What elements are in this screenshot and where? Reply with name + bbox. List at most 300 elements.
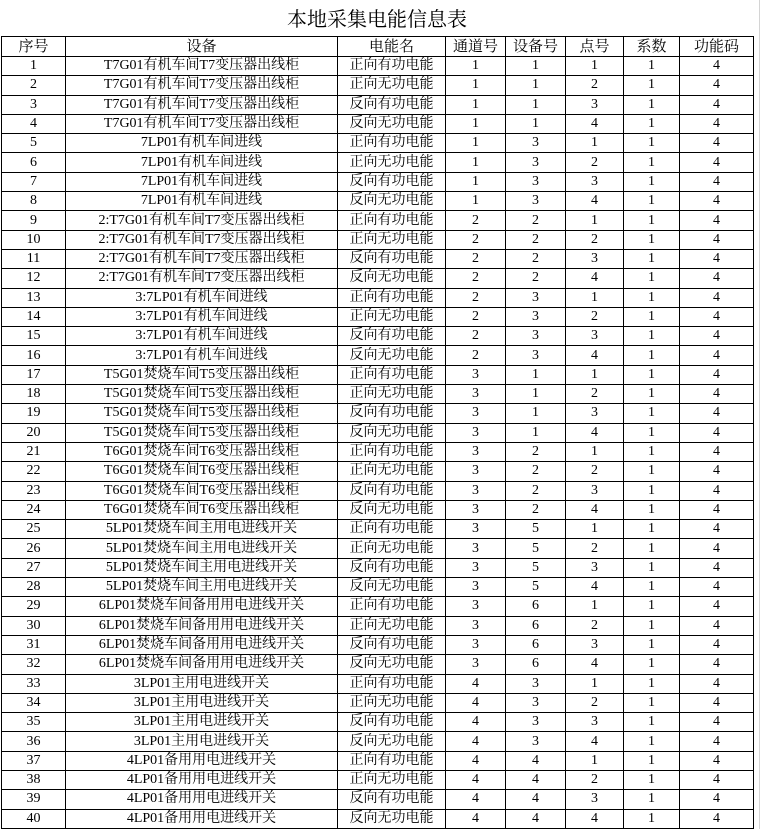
cell-coefficient: 1 bbox=[624, 153, 680, 172]
cell-device: 6LP01焚烧车间备用用电进线开关 bbox=[66, 655, 338, 674]
table-row bbox=[2, 114, 754, 133]
table-row bbox=[2, 134, 754, 153]
cell-point-no: 3 bbox=[566, 404, 624, 423]
cell-device-no: 3 bbox=[506, 346, 566, 365]
cell-channel-no: 1 bbox=[446, 192, 506, 211]
cell-energy-name: 反向有功电能 bbox=[338, 95, 446, 114]
cell-point-no: 1 bbox=[566, 751, 624, 770]
cell-device-no: 1 bbox=[506, 423, 566, 442]
cell-channel-no: 2 bbox=[446, 269, 506, 288]
cell-device-no: 3 bbox=[506, 153, 566, 172]
table-row bbox=[2, 95, 754, 114]
cell-function-code: 4 bbox=[680, 365, 754, 384]
cell-function-code: 4 bbox=[680, 404, 754, 423]
cell-function-code: 4 bbox=[680, 230, 754, 249]
table-row bbox=[2, 520, 754, 539]
cell-function-code: 4 bbox=[680, 114, 754, 133]
cell-device-no: 2 bbox=[506, 442, 566, 461]
cell-coefficient: 1 bbox=[624, 442, 680, 461]
cell-device: 2:T7G01有机车间T7变压器出线柜 bbox=[66, 230, 338, 249]
cell-index: 10 bbox=[2, 230, 66, 249]
cell-coefficient: 1 bbox=[624, 655, 680, 674]
cell-index: 4 bbox=[2, 114, 66, 133]
cell-point-no: 2 bbox=[566, 693, 624, 712]
table-row bbox=[2, 442, 754, 461]
cell-channel-no: 3 bbox=[446, 558, 506, 577]
cell-device: 6LP01焚烧车间备用用电进线开关 bbox=[66, 597, 338, 616]
cell-channel-no: 3 bbox=[446, 365, 506, 384]
cell-device-no: 5 bbox=[506, 578, 566, 597]
cell-energy-name: 正向有功电能 bbox=[338, 674, 446, 693]
cell-channel-no: 4 bbox=[446, 732, 506, 751]
cell-device-no: 1 bbox=[506, 404, 566, 423]
cell-function-code: 4 bbox=[680, 95, 754, 114]
cell-energy-name: 反向有功电能 bbox=[338, 635, 446, 654]
cell-index: 20 bbox=[2, 423, 66, 442]
cell-device-no: 3 bbox=[506, 713, 566, 732]
cell-coefficient: 1 bbox=[624, 346, 680, 365]
cell-channel-no: 3 bbox=[446, 539, 506, 558]
cell-function-code: 4 bbox=[680, 211, 754, 230]
cell-coefficient: 1 bbox=[624, 134, 680, 153]
cell-point-no: 1 bbox=[566, 674, 624, 693]
cell-function-code: 4 bbox=[680, 751, 754, 770]
header-point-no: 点号 bbox=[566, 37, 624, 57]
cell-point-no: 3 bbox=[566, 481, 624, 500]
cell-function-code: 4 bbox=[680, 462, 754, 481]
cell-coefficient: 1 bbox=[624, 539, 680, 558]
cell-device: 4LP01备用用电进线开关 bbox=[66, 770, 338, 789]
table-row bbox=[2, 288, 754, 307]
cell-device: 4LP01备用用电进线开关 bbox=[66, 751, 338, 770]
cell-energy-name: 反向有功电能 bbox=[338, 404, 446, 423]
cell-index: 27 bbox=[2, 558, 66, 577]
cell-point-no: 1 bbox=[566, 520, 624, 539]
cell-coefficient: 1 bbox=[624, 76, 680, 95]
cell-device-no: 5 bbox=[506, 558, 566, 577]
header-device: 设备 bbox=[66, 37, 338, 57]
cell-coefficient: 1 bbox=[624, 520, 680, 539]
cell-point-no: 3 bbox=[566, 172, 624, 191]
table-row bbox=[2, 481, 754, 500]
cell-point-no: 2 bbox=[566, 76, 624, 95]
cell-index: 35 bbox=[2, 713, 66, 732]
cell-function-code: 4 bbox=[680, 57, 754, 76]
cell-function-code: 4 bbox=[680, 500, 754, 519]
cell-device-no: 1 bbox=[506, 365, 566, 384]
cell-device-no: 3 bbox=[506, 134, 566, 153]
cell-index: 15 bbox=[2, 327, 66, 346]
cell-device: 3:7LP01有机车间进线 bbox=[66, 327, 338, 346]
table-row bbox=[2, 674, 754, 693]
cell-coefficient: 1 bbox=[624, 385, 680, 404]
table-row bbox=[2, 153, 754, 172]
cell-device: T6G01焚烧车间T6变压器出线柜 bbox=[66, 481, 338, 500]
cell-energy-name: 正向无功电能 bbox=[338, 616, 446, 635]
cell-device-no: 6 bbox=[506, 635, 566, 654]
cell-index: 8 bbox=[2, 192, 66, 211]
cell-index: 40 bbox=[2, 809, 66, 828]
cell-function-code: 4 bbox=[680, 713, 754, 732]
cell-point-no: 4 bbox=[566, 114, 624, 133]
cell-energy-name: 正向无功电能 bbox=[338, 462, 446, 481]
cell-device: 5LP01焚烧车间主用电进线开关 bbox=[66, 558, 338, 577]
cell-index: 33 bbox=[2, 674, 66, 693]
cell-energy-name: 反向有功电能 bbox=[338, 558, 446, 577]
cell-coefficient: 1 bbox=[624, 674, 680, 693]
cell-function-code: 4 bbox=[680, 307, 754, 326]
cell-energy-name: 反向有功电能 bbox=[338, 481, 446, 500]
cell-coefficient: 1 bbox=[624, 192, 680, 211]
cell-point-no: 2 bbox=[566, 307, 624, 326]
cell-index: 7 bbox=[2, 172, 66, 191]
cell-index: 17 bbox=[2, 365, 66, 384]
cell-energy-name: 反向无功电能 bbox=[338, 732, 446, 751]
cell-coefficient: 1 bbox=[624, 423, 680, 442]
table-row bbox=[2, 269, 754, 288]
cell-function-code: 4 bbox=[680, 442, 754, 461]
cell-index: 34 bbox=[2, 693, 66, 712]
cell-coefficient: 1 bbox=[624, 95, 680, 114]
cell-device-no: 6 bbox=[506, 655, 566, 674]
table-row bbox=[2, 404, 754, 423]
cell-channel-no: 4 bbox=[446, 751, 506, 770]
cell-device-no: 1 bbox=[506, 385, 566, 404]
header-index: 序号 bbox=[2, 37, 66, 57]
cell-point-no: 4 bbox=[566, 732, 624, 751]
cell-device-no: 4 bbox=[506, 770, 566, 789]
cell-channel-no: 4 bbox=[446, 693, 506, 712]
cell-channel-no: 4 bbox=[446, 770, 506, 789]
cell-energy-name: 反向无功电能 bbox=[338, 809, 446, 828]
cell-index: 30 bbox=[2, 616, 66, 635]
cell-coefficient: 1 bbox=[624, 365, 680, 384]
table-row bbox=[2, 597, 754, 616]
cell-function-code: 4 bbox=[680, 249, 754, 268]
cell-point-no: 4 bbox=[566, 423, 624, 442]
cell-device-no: 4 bbox=[506, 751, 566, 770]
cell-device-no: 5 bbox=[506, 520, 566, 539]
cell-device: 4LP01备用用电进线开关 bbox=[66, 790, 338, 809]
cell-device-no: 6 bbox=[506, 597, 566, 616]
table-row bbox=[2, 500, 754, 519]
cell-energy-name: 正向有功电能 bbox=[338, 57, 446, 76]
cell-energy-name: 反向有功电能 bbox=[338, 790, 446, 809]
cell-point-no: 4 bbox=[566, 809, 624, 828]
cell-function-code: 4 bbox=[680, 346, 754, 365]
table-row bbox=[2, 230, 754, 249]
cell-index: 12 bbox=[2, 269, 66, 288]
cell-channel-no: 3 bbox=[446, 520, 506, 539]
cell-point-no: 4 bbox=[566, 500, 624, 519]
cell-device-no: 4 bbox=[506, 809, 566, 828]
cell-channel-no: 4 bbox=[446, 790, 506, 809]
table-row bbox=[2, 713, 754, 732]
energy-info-sheet bbox=[1, 0, 753, 829]
cell-function-code: 4 bbox=[680, 635, 754, 654]
cell-channel-no: 3 bbox=[446, 442, 506, 461]
cell-energy-name: 正向有功电能 bbox=[338, 134, 446, 153]
cell-coefficient: 1 bbox=[624, 249, 680, 268]
table-row bbox=[2, 423, 754, 442]
cell-device: T7G01有机车间T7变压器出线柜 bbox=[66, 114, 338, 133]
header-function-code: 功能码 bbox=[680, 37, 754, 57]
cell-coefficient: 1 bbox=[624, 481, 680, 500]
cell-coefficient: 1 bbox=[624, 732, 680, 751]
cell-coefficient: 1 bbox=[624, 57, 680, 76]
cell-device: 3:7LP01有机车间进线 bbox=[66, 307, 338, 326]
table-row bbox=[2, 57, 754, 76]
cell-energy-name: 正向无功电能 bbox=[338, 385, 446, 404]
cell-function-code: 4 bbox=[680, 288, 754, 307]
cell-device-no: 1 bbox=[506, 76, 566, 95]
cell-device: 3LP01主用电进线开关 bbox=[66, 693, 338, 712]
cell-index: 38 bbox=[2, 770, 66, 789]
cell-index: 25 bbox=[2, 520, 66, 539]
cell-device-no: 1 bbox=[506, 95, 566, 114]
cell-function-code: 4 bbox=[680, 327, 754, 346]
cell-coefficient: 1 bbox=[624, 635, 680, 654]
cell-device: 3:7LP01有机车间进线 bbox=[66, 346, 338, 365]
table-body bbox=[2, 57, 754, 829]
cell-index: 11 bbox=[2, 249, 66, 268]
table-row bbox=[2, 211, 754, 230]
table-row bbox=[2, 365, 754, 384]
cell-index: 36 bbox=[2, 732, 66, 751]
page-title: 本地采集电能信息表 bbox=[287, 9, 467, 31]
cell-point-no: 2 bbox=[566, 539, 624, 558]
cell-energy-name: 正向无功电能 bbox=[338, 693, 446, 712]
cell-device: 3LP01主用电进线开关 bbox=[66, 674, 338, 693]
cell-channel-no: 3 bbox=[446, 481, 506, 500]
cell-energy-name: 正向有功电能 bbox=[338, 442, 446, 461]
header-device-no: 设备号 bbox=[506, 37, 566, 57]
cell-point-no: 3 bbox=[566, 790, 624, 809]
cell-index: 19 bbox=[2, 404, 66, 423]
cell-energy-name: 反向无功电能 bbox=[338, 346, 446, 365]
cell-device: 7LP01有机车间进线 bbox=[66, 192, 338, 211]
cell-energy-name: 反向无功电能 bbox=[338, 655, 446, 674]
cell-channel-no: 3 bbox=[446, 635, 506, 654]
cell-device-no: 3 bbox=[506, 674, 566, 693]
cell-channel-no: 2 bbox=[446, 327, 506, 346]
cell-energy-name: 正向无功电能 bbox=[338, 539, 446, 558]
cell-device-no: 4 bbox=[506, 790, 566, 809]
cell-device: 7LP01有机车间进线 bbox=[66, 153, 338, 172]
cell-coefficient: 1 bbox=[624, 462, 680, 481]
cell-device: 3:7LP01有机车间进线 bbox=[66, 288, 338, 307]
cell-device-no: 6 bbox=[506, 616, 566, 635]
cell-energy-name: 正向有功电能 bbox=[338, 751, 446, 770]
cell-index: 2 bbox=[2, 76, 66, 95]
cell-coefficient: 1 bbox=[624, 172, 680, 191]
cell-coefficient: 1 bbox=[624, 578, 680, 597]
cell-point-no: 2 bbox=[566, 770, 624, 789]
cell-channel-no: 3 bbox=[446, 423, 506, 442]
cell-function-code: 4 bbox=[680, 597, 754, 616]
cell-channel-no: 3 bbox=[446, 500, 506, 519]
cell-point-no: 1 bbox=[566, 134, 624, 153]
cell-coefficient: 1 bbox=[624, 751, 680, 770]
cell-point-no: 3 bbox=[566, 558, 624, 577]
cell-point-no: 4 bbox=[566, 578, 624, 597]
cell-energy-name: 正向无功电能 bbox=[338, 153, 446, 172]
cell-device-no: 3 bbox=[506, 327, 566, 346]
cell-device: T7G01有机车间T7变压器出线柜 bbox=[66, 76, 338, 95]
cell-device-no: 2 bbox=[506, 481, 566, 500]
cell-point-no: 2 bbox=[566, 153, 624, 172]
table-row bbox=[2, 346, 754, 365]
cell-point-no: 3 bbox=[566, 95, 624, 114]
cell-coefficient: 1 bbox=[624, 693, 680, 712]
cell-channel-no: 1 bbox=[446, 114, 506, 133]
header-row bbox=[2, 37, 754, 57]
cell-index: 6 bbox=[2, 153, 66, 172]
table-row bbox=[2, 790, 754, 809]
cell-channel-no: 3 bbox=[446, 616, 506, 635]
cell-channel-no: 1 bbox=[446, 95, 506, 114]
cell-coefficient: 1 bbox=[624, 713, 680, 732]
cell-index: 1 bbox=[2, 57, 66, 76]
cell-device: T5G01焚烧车间T5变压器出线柜 bbox=[66, 385, 338, 404]
cell-point-no: 3 bbox=[566, 713, 624, 732]
cell-device: T6G01焚烧车间T6变压器出线柜 bbox=[66, 462, 338, 481]
cell-coefficient: 1 bbox=[624, 404, 680, 423]
cell-point-no: 2 bbox=[566, 616, 624, 635]
cell-device: 4LP01备用用电进线开关 bbox=[66, 809, 338, 828]
table-row bbox=[2, 558, 754, 577]
cell-index: 26 bbox=[2, 539, 66, 558]
cell-energy-name: 正向有功电能 bbox=[338, 520, 446, 539]
cell-point-no: 2 bbox=[566, 385, 624, 404]
cell-channel-no: 3 bbox=[446, 578, 506, 597]
cell-device-no: 2 bbox=[506, 211, 566, 230]
cell-index: 3 bbox=[2, 95, 66, 114]
cell-index: 16 bbox=[2, 346, 66, 365]
cell-point-no: 3 bbox=[566, 327, 624, 346]
cell-function-code: 4 bbox=[680, 192, 754, 211]
cell-function-code: 4 bbox=[680, 790, 754, 809]
cell-device-no: 3 bbox=[506, 693, 566, 712]
cell-function-code: 4 bbox=[680, 539, 754, 558]
cell-coefficient: 1 bbox=[624, 269, 680, 288]
cell-channel-no: 3 bbox=[446, 462, 506, 481]
cell-coefficient: 1 bbox=[624, 211, 680, 230]
cell-coefficient: 1 bbox=[624, 307, 680, 326]
cell-channel-no: 1 bbox=[446, 172, 506, 191]
cell-function-code: 4 bbox=[680, 809, 754, 828]
cell-function-code: 4 bbox=[680, 732, 754, 751]
table-row bbox=[2, 809, 754, 828]
table-row bbox=[2, 172, 754, 191]
cell-coefficient: 1 bbox=[624, 327, 680, 346]
cell-device-no: 1 bbox=[506, 57, 566, 76]
cell-channel-no: 4 bbox=[446, 809, 506, 828]
cell-index: 9 bbox=[2, 211, 66, 230]
cell-channel-no: 2 bbox=[446, 288, 506, 307]
cell-point-no: 1 bbox=[566, 365, 624, 384]
table-row bbox=[2, 693, 754, 712]
cell-device-no: 3 bbox=[506, 307, 566, 326]
cell-point-no: 1 bbox=[566, 442, 624, 461]
cell-channel-no: 3 bbox=[446, 597, 506, 616]
cell-function-code: 4 bbox=[680, 674, 754, 693]
cell-index: 14 bbox=[2, 307, 66, 326]
cell-function-code: 4 bbox=[680, 153, 754, 172]
cell-coefficient: 1 bbox=[624, 500, 680, 519]
header-energy-name: 电能名 bbox=[338, 37, 446, 57]
cell-energy-name: 反向无功电能 bbox=[338, 578, 446, 597]
cell-point-no: 2 bbox=[566, 462, 624, 481]
cell-energy-name: 正向有功电能 bbox=[338, 597, 446, 616]
cell-index: 21 bbox=[2, 442, 66, 461]
cell-point-no: 3 bbox=[566, 249, 624, 268]
cell-coefficient: 1 bbox=[624, 558, 680, 577]
cell-function-code: 4 bbox=[680, 616, 754, 635]
cell-function-code: 4 bbox=[680, 693, 754, 712]
cell-index: 13 bbox=[2, 288, 66, 307]
cell-point-no: 4 bbox=[566, 269, 624, 288]
cell-channel-no: 1 bbox=[446, 153, 506, 172]
cell-channel-no: 3 bbox=[446, 385, 506, 404]
cell-device-no: 2 bbox=[506, 269, 566, 288]
cell-function-code: 4 bbox=[680, 269, 754, 288]
cell-energy-name: 正向无功电能 bbox=[338, 76, 446, 95]
header-coefficient: 系数 bbox=[624, 37, 680, 57]
cell-index: 18 bbox=[2, 385, 66, 404]
cell-index: 28 bbox=[2, 578, 66, 597]
cell-function-code: 4 bbox=[680, 578, 754, 597]
sheet-gridline bbox=[759, 0, 760, 829]
cell-energy-name: 反向无功电能 bbox=[338, 114, 446, 133]
cell-device: T5G01焚烧车间T5变压器出线柜 bbox=[66, 365, 338, 384]
cell-channel-no: 3 bbox=[446, 404, 506, 423]
cell-energy-name: 反向无功电能 bbox=[338, 500, 446, 519]
cell-energy-name: 正向有功电能 bbox=[338, 211, 446, 230]
cell-point-no: 4 bbox=[566, 655, 624, 674]
cell-device-no: 2 bbox=[506, 249, 566, 268]
table-row bbox=[2, 462, 754, 481]
cell-function-code: 4 bbox=[680, 481, 754, 500]
cell-index: 32 bbox=[2, 655, 66, 674]
cell-energy-name: 反向有功电能 bbox=[338, 172, 446, 191]
table-row bbox=[2, 732, 754, 751]
cell-channel-no: 4 bbox=[446, 713, 506, 732]
cell-coefficient: 1 bbox=[624, 770, 680, 789]
cell-function-code: 4 bbox=[680, 520, 754, 539]
cell-index: 23 bbox=[2, 481, 66, 500]
cell-index: 22 bbox=[2, 462, 66, 481]
cell-device: 3LP01主用电进线开关 bbox=[66, 713, 338, 732]
cell-channel-no: 2 bbox=[446, 249, 506, 268]
cell-point-no: 1 bbox=[566, 211, 624, 230]
cell-channel-no: 1 bbox=[446, 57, 506, 76]
cell-energy-name: 正向无功电能 bbox=[338, 770, 446, 789]
cell-device-no: 1 bbox=[506, 114, 566, 133]
cell-device: 2:T7G01有机车间T7变压器出线柜 bbox=[66, 211, 338, 230]
cell-channel-no: 2 bbox=[446, 211, 506, 230]
cell-channel-no: 1 bbox=[446, 134, 506, 153]
cell-index: 31 bbox=[2, 635, 66, 654]
cell-device-no: 3 bbox=[506, 732, 566, 751]
cell-index: 29 bbox=[2, 597, 66, 616]
cell-device: 2:T7G01有机车间T7变压器出线柜 bbox=[66, 249, 338, 268]
cell-device-no: 2 bbox=[506, 462, 566, 481]
cell-function-code: 4 bbox=[680, 423, 754, 442]
cell-point-no: 4 bbox=[566, 192, 624, 211]
table-row bbox=[2, 539, 754, 558]
cell-energy-name: 正向无功电能 bbox=[338, 230, 446, 249]
